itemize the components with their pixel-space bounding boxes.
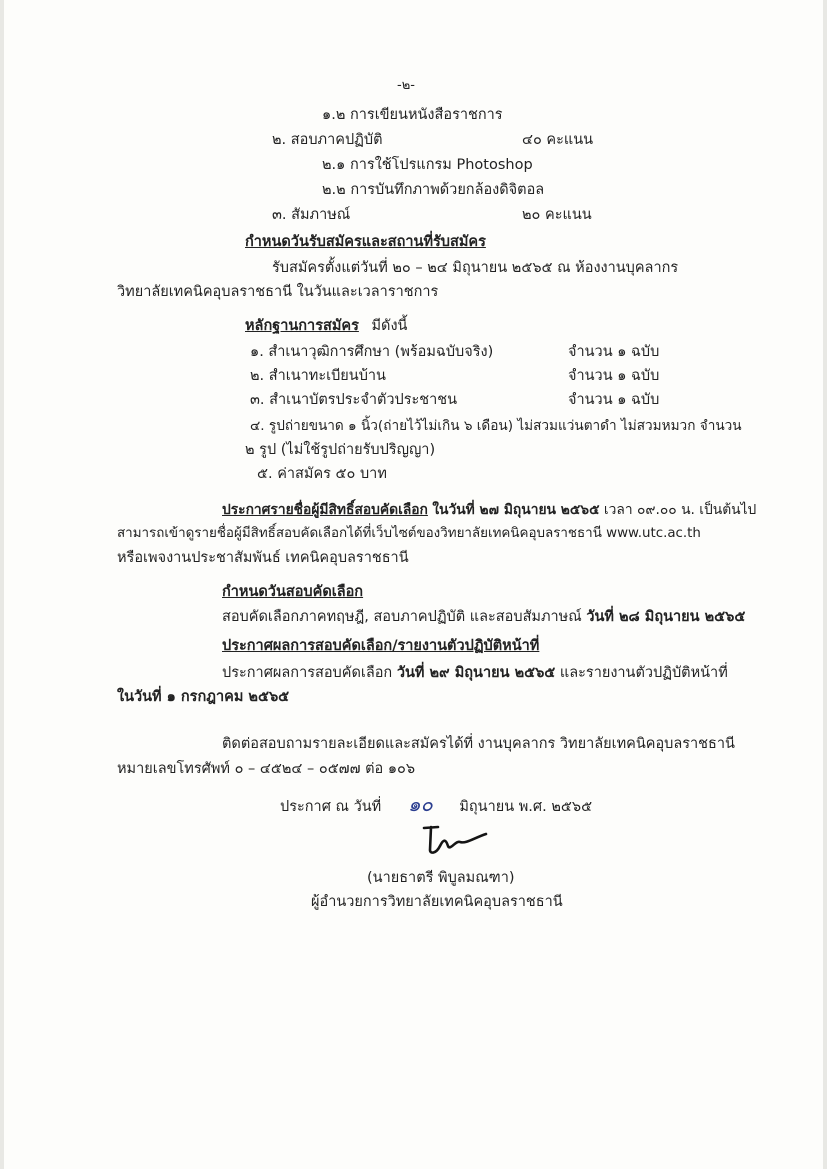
evidence-item4-line2: ๒ รูป (ไม่ใช้รูปถ่ายรับปริญญา) xyxy=(245,442,436,458)
scan-edge-left xyxy=(0,0,4,1169)
results-heading: ประกาศผลการสอบคัดเลือก/รายงานตัวปฏิบัติหน้าที่ xyxy=(222,638,540,654)
eligible-date: ในวันที่ ๒๗ มิถุนายน ๒๕๖๕ xyxy=(432,502,600,518)
evidence-heading-suffix: มีดังนี้ xyxy=(371,318,408,334)
eligible-time: เวลา ๐๙.๐๐ น. xyxy=(599,502,695,518)
evidence-item-label: ๓. สำเนาบัตรประจำตัวประชาชน xyxy=(250,392,458,408)
signer-position: ผู้อำนวยการวิทยาลัยเทคนิคอุบลราชธานี xyxy=(311,894,563,910)
announce-prefix: ประกาศ ณ วันที่ xyxy=(280,799,382,815)
announce-line xyxy=(280,792,593,816)
section3-score: ๒๐ คะแนน xyxy=(522,207,592,223)
eligible-line1 xyxy=(222,501,756,519)
exam-date-line xyxy=(222,608,745,626)
exam-date-heading: กำหนดวันสอบคัดเลือก xyxy=(222,584,364,600)
page-number: -๒- xyxy=(397,78,415,93)
exam-date-value: วันที่ ๒๘ มิถุนายน ๒๕๖๕ xyxy=(586,609,746,625)
announce-day: ๑๐ xyxy=(407,792,433,816)
item-2-1: ๒.๑ การใช้โปรแกรม Photoshop xyxy=(322,157,533,173)
application-heading: กำหนดวันรับสมัครและสถานที่รับสมัคร xyxy=(245,234,486,250)
signer-name: (นายธาตรี พิบูลมณฑา) xyxy=(367,870,515,886)
evidence-heading: หลักฐานการสมัคร xyxy=(245,318,359,334)
evidence-item5: ๕. ค่าสมัคร ๕๐ บาท xyxy=(257,466,387,482)
evidence-heading-row xyxy=(245,317,407,335)
evidence-item-qty: จำนวน ๑ ฉบับ xyxy=(568,392,660,408)
evidence-item4-line1: ๔. รูปถ่ายขนาด ๑ นิ้ว(ถ่ายไว้ไม่เกิน ๖ เดือน) ไม่สวมแว่นตาดำ ไม่สวมหมวก จำนวน xyxy=(250,418,742,434)
section2-score: ๔๐ คะแนน xyxy=(522,132,594,148)
eligible-heading: ประกาศรายชื่อผู้มีสิทธิ์สอบคัดเลือก xyxy=(222,502,428,518)
item-1-2: ๑.๒ การเขียนหนังสือราชการ xyxy=(322,107,503,123)
evidence-item-label: ๑. สำเนาวุฒิการศึกษา (พร้อมฉบับจริง) xyxy=(250,344,494,360)
application-line1: รับสมัครตั้งแต่วันที่ ๒๐ – ๒๔ มิถุนายน ๒๕๖๕ ณ ห้องงานบุคลากร xyxy=(272,260,679,276)
results-line1-c: และรายงานตัวปฏิบัติหน้าที่ xyxy=(555,665,728,681)
results-date: วันที่ ๒๙ มิถุนายน ๒๕๖๕ xyxy=(396,665,556,681)
results-line2: ในวันที่ ๑ กรกฎาคม ๒๕๖๕ xyxy=(117,689,290,705)
evidence-item-label: ๒. สำเนาทะเบียนบ้าน xyxy=(250,368,386,384)
eligible-line2: สามารถเข้าดูรายชื่อผู้มีสิทธิ์สอบคัดเลือกได้ที่เว็บไซต์ของวิทยาลัยเทคนิคอุบลราชธานี www.utc.ac.th xyxy=(117,526,701,541)
section3-title: ๓. สัมภาษณ์ xyxy=(272,207,351,223)
announce-suffix: มิถุนายน พ.ศ. ๒๕๖๕ xyxy=(459,799,593,815)
eligible-tail: เป็นต้นไป xyxy=(694,502,757,518)
evidence-item-qty: จำนวน ๑ ฉบับ xyxy=(568,368,660,384)
item-2-2: ๒.๒ การบันทึกภาพด้วยกล้องดิจิตอล xyxy=(322,182,545,198)
eligible-line3: หรือเพจงานประชาสัมพันธ์ เทคนิคอุบลราชธานี xyxy=(117,550,409,566)
evidence-item-qty: จำนวน ๑ ฉบับ xyxy=(568,344,660,360)
exam-date-text: สอบคัดเลือกภาคทฤษฎี, สอบภาคปฏิบัติ และสอบสัมภาษณ์ xyxy=(222,609,587,625)
signature-image xyxy=(420,820,490,858)
scan-edge-right xyxy=(823,0,827,1169)
application-line2: วิทยาลัยเทคนิคอุบลราชธานี ในวันและเวลาราชการ xyxy=(117,284,439,300)
results-line1 xyxy=(222,664,728,682)
results-line1-a: ประกาศผลการสอบคัดเลือก xyxy=(222,665,397,681)
contact-line1: ติดต่อสอบถามรายละเอียดและสมัครได้ที่ งานบุคลากร วิทยาลัยเทคนิคอุบลราชธานี xyxy=(222,736,735,752)
section2-title: ๒. สอบภาคปฏิบัติ xyxy=(272,132,383,148)
contact-line2: หมายเลขโทรศัพท์ ๐ – ๔๕๒๔ – ๐๕๗๗ ต่อ ๑๐๖ xyxy=(117,761,416,777)
